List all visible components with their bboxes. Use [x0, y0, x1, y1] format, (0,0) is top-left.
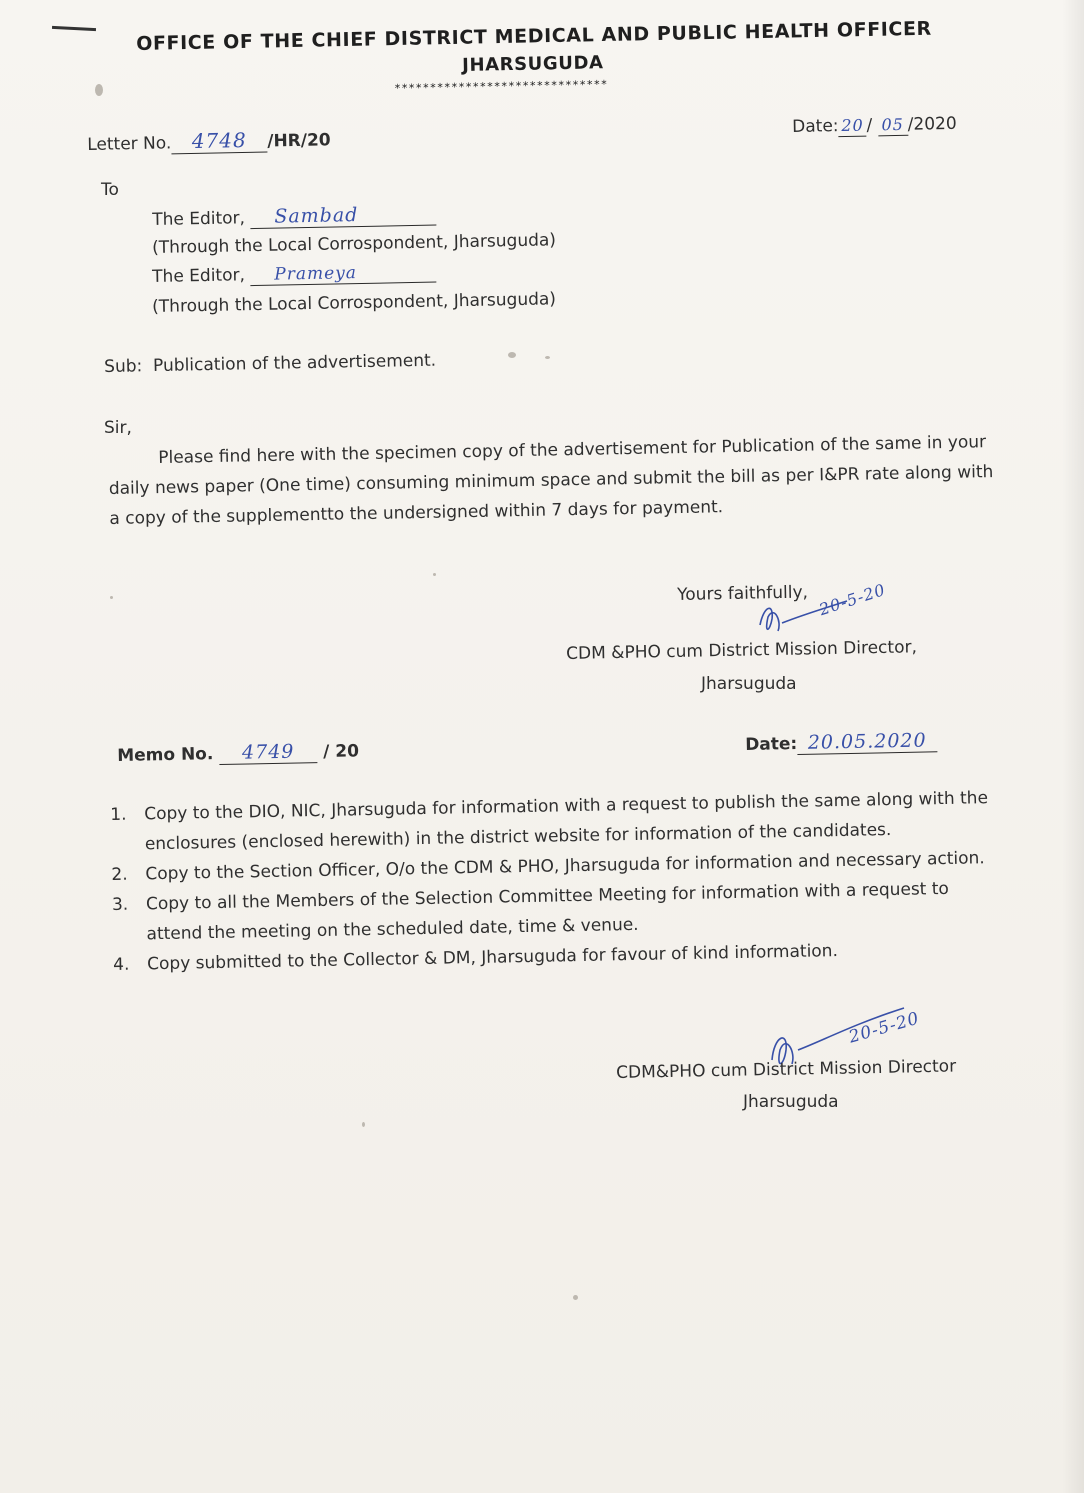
copy-item: 4. Copy submitted to the Collector & DM, Jharsuguda for favour of kind information. [112, 941, 839, 975]
district-heading: JHARSUGUDA [462, 52, 604, 76]
subject-text: Publication of the advertisement. [152, 350, 437, 377]
scan-speck [573, 1295, 578, 1300]
signatory-title-2: CDM&PHO cum District Mission Director [616, 1056, 957, 1083]
signatory-title-1: CDM &PHO cum District Mission Director, [566, 637, 918, 664]
letter-number-row [87, 126, 331, 156]
closing: Yours faithfully, [677, 582, 809, 605]
letter-date-row: Date: 20 / 05 /2020 [792, 113, 957, 137]
salutation: Sir, [104, 418, 132, 438]
through-line-1: (Through the Local Corrospondent, Jharsuguda) [152, 230, 557, 258]
scan-speck [545, 356, 550, 359]
editor-label-1: The Editor, [152, 208, 246, 230]
signatory-place-2: Jharsuguda [743, 1092, 839, 1112]
memo-date-row [745, 729, 937, 756]
letter-date-month: 05 [881, 114, 905, 135]
scan-speck [433, 573, 436, 576]
memo-suffix: / 20 [322, 741, 360, 763]
editor-label-2: The Editor, [152, 265, 246, 287]
editor-line-1 [152, 203, 437, 231]
scan-speck [110, 596, 113, 599]
letter-date-day: 20 [841, 115, 864, 136]
page-edge-shadow [1062, 0, 1084, 1493]
office-heading: OFFICE OF THE CHIEF DISTRICT MEDICAL AND PUBLIC HEALTH OFFICER [136, 17, 933, 55]
memo-row [117, 739, 359, 767]
memo-number: 4749 [241, 740, 295, 764]
signature-date-1: 20-5-20 [816, 579, 888, 620]
editor-line-2 [152, 262, 437, 288]
signatory-place-1: Jharsuguda [701, 674, 797, 694]
subject-label: Sub: [104, 356, 143, 377]
memo-label: Memo No. [117, 744, 214, 766]
heading-stars: ****************************** [394, 77, 608, 95]
signature-date-2: 20-5-20 [846, 1008, 922, 1048]
subject-row [104, 351, 436, 377]
letter-number: 4748 [191, 127, 247, 153]
copy-item: 3. Copy to all the Members of the Selection Committee Meeting for information with a request to attend the meeting on the scheduled date, time & venue. [111, 878, 950, 945]
copy-item: 2. Copy to the Section Officer, O/o the CDM & PHO, Jharsuguda for information and necessary action. [111, 848, 985, 885]
letter-number-suffix: /HR/20 [267, 130, 331, 152]
scan-speck [508, 352, 516, 358]
editor-name-1: Sambad [274, 204, 359, 228]
scan-speck [362, 1122, 365, 1127]
copy-item: 1. Copy to the DIO, NIC, Jharsuguda for information with a request to publish the same along with the enclosures (enclosed herewith) in the district website for information of the candidates. [110, 788, 989, 855]
memo-date-label: Date: [745, 734, 798, 755]
copy-list [110, 783, 991, 980]
editor-name-2: Prameya [274, 263, 358, 285]
scan-speck [95, 84, 103, 96]
margin-mark [52, 26, 96, 31]
letter-date-year: 2020 [913, 113, 957, 135]
to-label: To [101, 180, 119, 200]
memo-date: 20.05.2020 [807, 729, 927, 754]
body-paragraph: Please find here with the specimen copy of the advertisement for Publication of the same in your daily news paper (One time) consuming minimum space and submit the bill as per I&PR rate along with a copy of the supplementto the undersigned within 7 days for payment. [108, 432, 994, 529]
letter-date-label: Date: [792, 116, 839, 137]
through-line-2: (Through the Local Corrospondent, Jharsuguda) [152, 289, 557, 317]
letter-number-label: Letter No. [87, 133, 172, 155]
